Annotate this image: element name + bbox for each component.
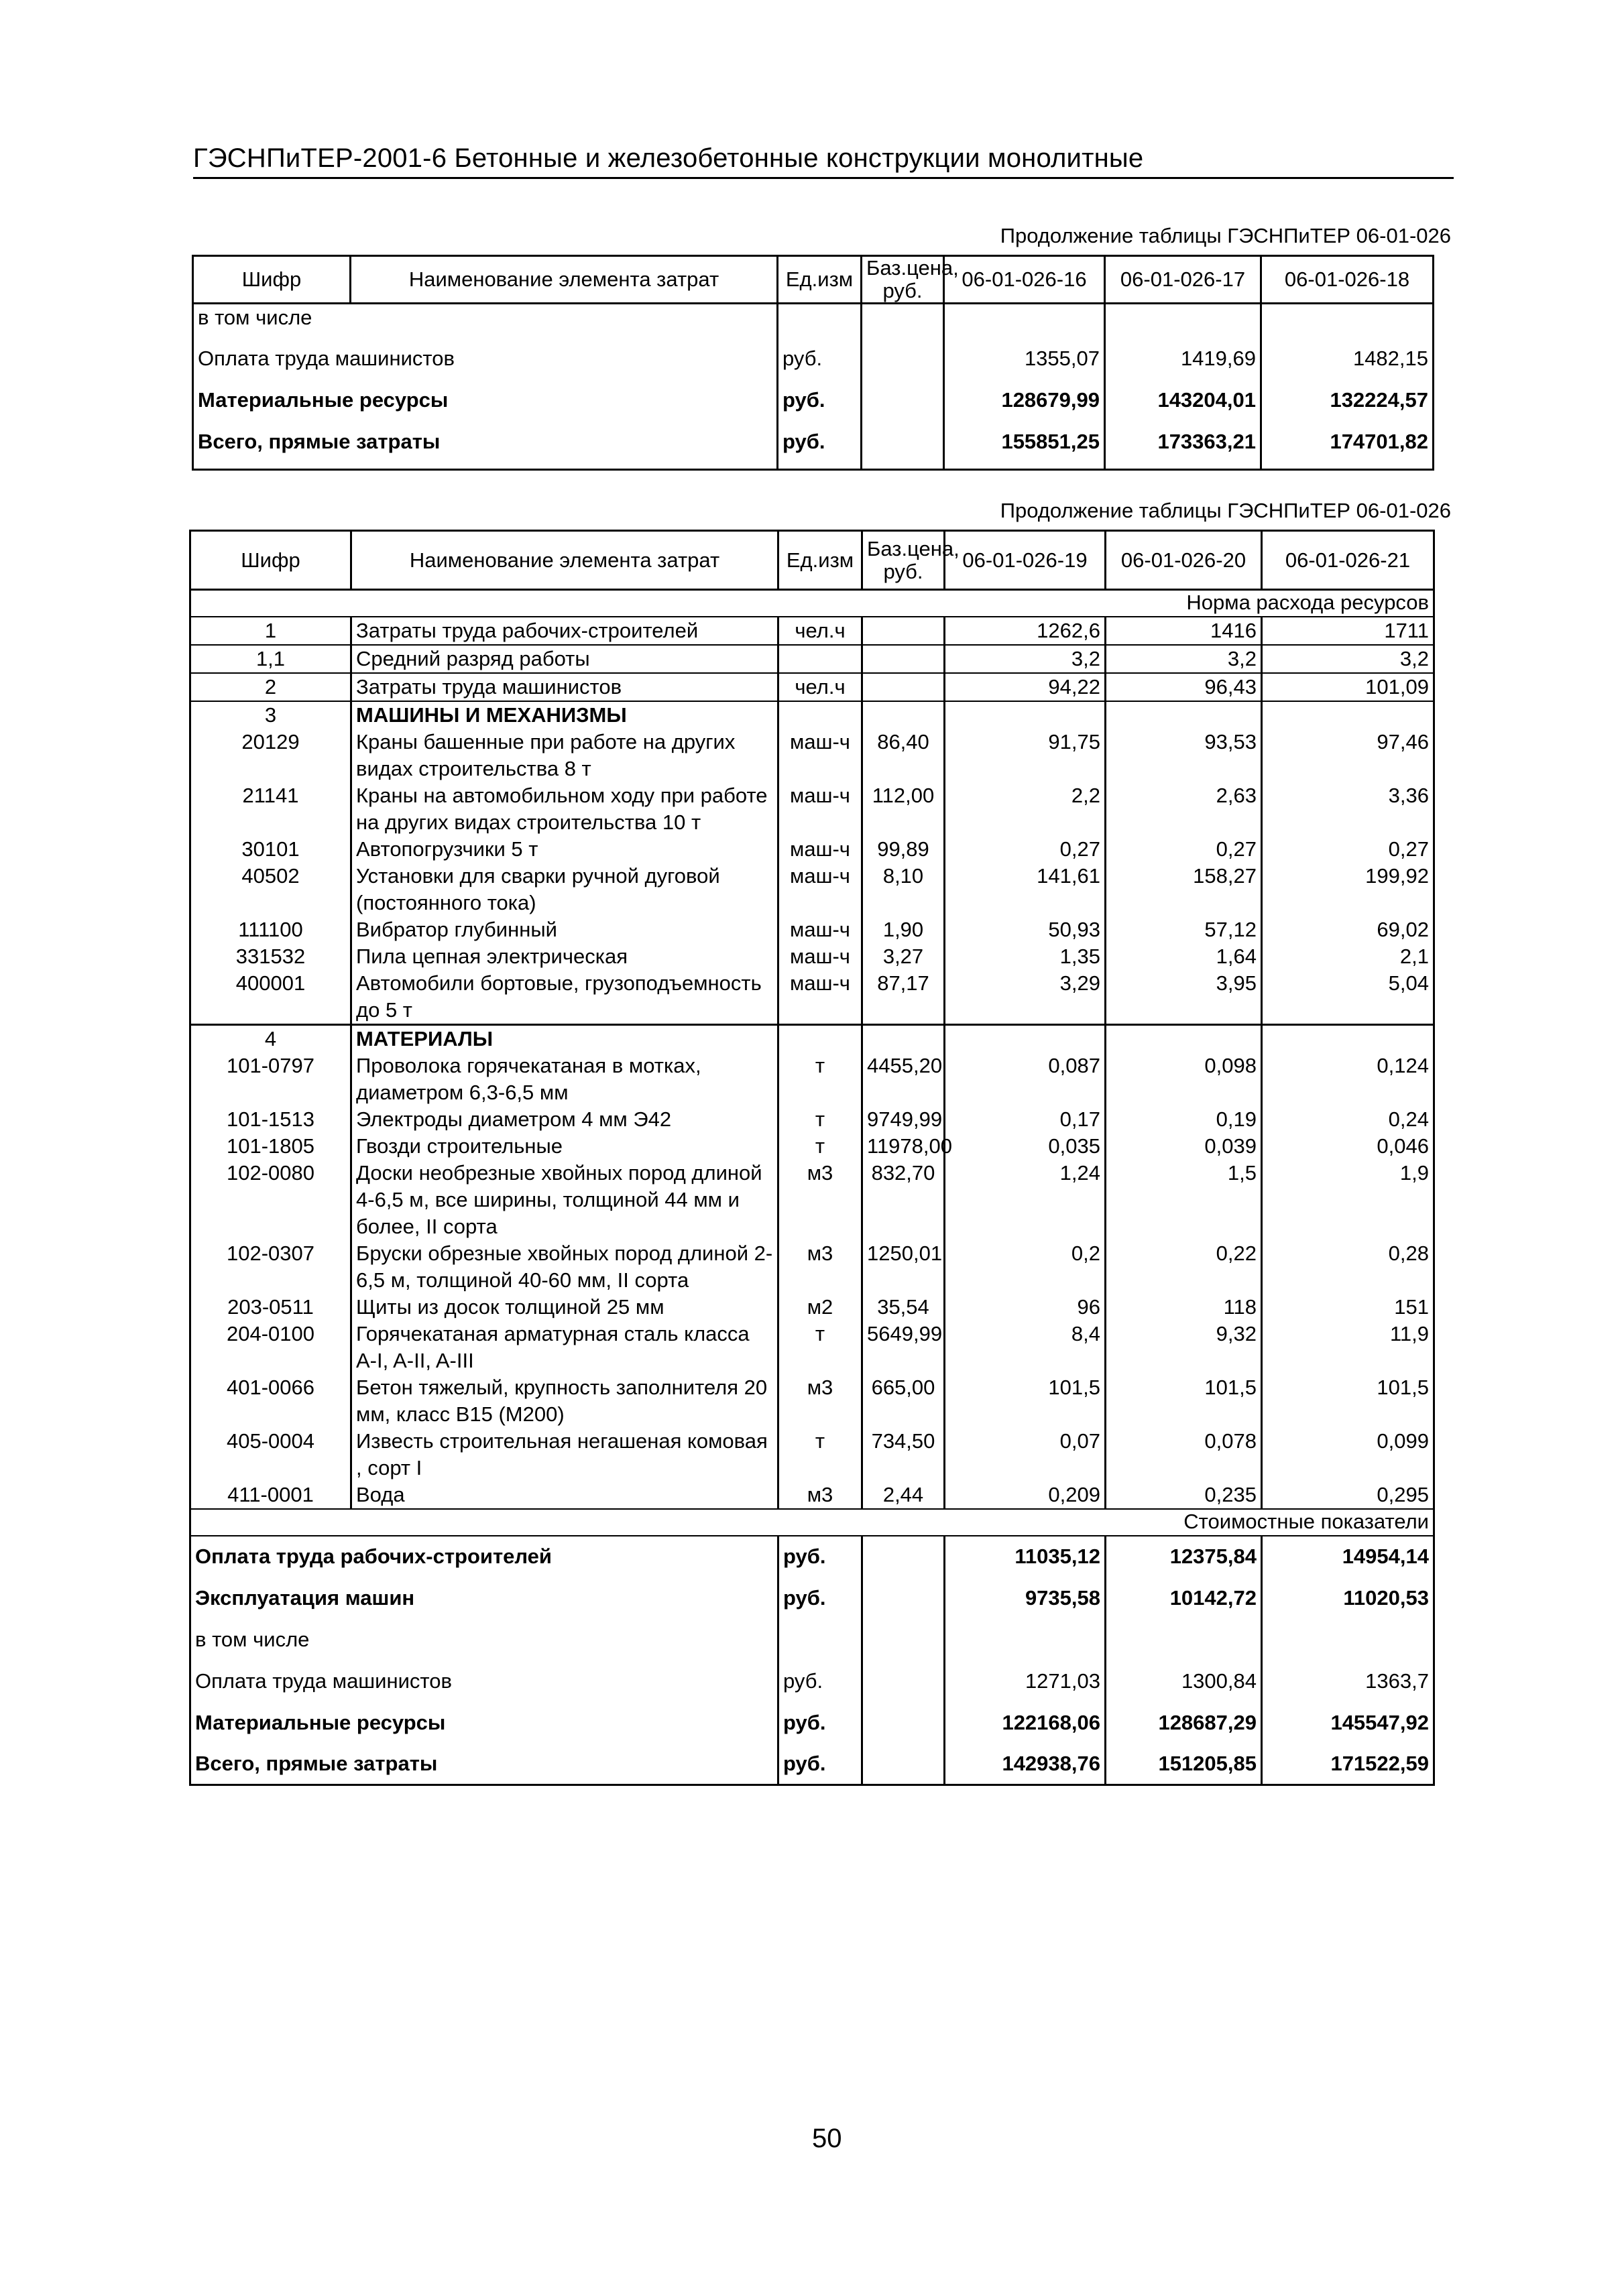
cost-row [190,1660,1434,1702]
row-unit: маш-ч [778,729,862,782]
row-price: 5649,99 [862,1321,945,1374]
row-unit: м3 [778,1240,862,1294]
row-v2: 96,43 [1106,673,1262,701]
row-name: Вибратор глубинный [351,916,778,943]
cost-price [862,1744,945,1785]
row-code: 331532 [190,943,351,970]
row-unit [778,1024,862,1052]
row-name: Бруски обрезные хвойных пород длиной 2-6,5 м, толщиной 40-60 мм, II сорта [351,1240,778,1294]
cost-v2: 10142,72 [1106,1577,1262,1619]
row-unit [778,645,862,673]
cost-v1: 11035,12 [945,1536,1106,1577]
row-v1: 8,4 [945,1321,1106,1374]
row-name: МАШИНЫ И МЕХАНИЗМЫ [351,701,778,729]
row-v3: 101,5 [1262,1374,1434,1428]
table-row [190,617,1434,645]
row-code: 3 [190,701,351,729]
cost-row [190,1577,1434,1619]
row-unit: т [778,1106,862,1133]
row-price [862,387,944,428]
cost-price [862,1660,945,1702]
cost-name: Эксплуатация машин [190,1577,778,1619]
row-v1: 0,2 [945,1240,1106,1294]
row-unit: маш-ч [778,836,862,863]
table-row [190,1106,1434,1133]
row-v2: 1416 [1106,617,1262,645]
table-row [190,1052,1434,1106]
cost-price [862,1536,945,1577]
row-code: 400001 [190,970,351,1025]
row-name: в том числе [193,304,778,345]
cost-unit: руб. [778,1744,862,1785]
section-cost-label: Стоимостные показатели [190,1509,1434,1536]
cost-v2: 128687,29 [1106,1702,1262,1744]
row-v2: 0,098 [1106,1052,1262,1106]
row-price [862,1024,945,1052]
row-unit: руб. [778,428,862,470]
row-v2: 0,19 [1106,1106,1262,1133]
row-unit: маш-ч [778,970,862,1025]
cost-v3 [1262,1619,1434,1660]
row-price: 112,00 [862,782,945,836]
row-v1: 2,2 [945,782,1106,836]
cost-unit: руб. [778,1660,862,1702]
row-code: 21141 [190,782,351,836]
row-code: 204-0100 [190,1321,351,1374]
row-v1: 0,035 [945,1133,1106,1160]
table-row [190,863,1434,916]
cost-v2 [1106,1619,1262,1660]
row-unit: маш-ч [778,782,862,836]
col-unit-header: Ед.изм [778,256,862,304]
table1-caption: Продолжение таблицы ГЭСНПиТЕР 06-01-026 [1000,224,1451,247]
row-code: 101-1805 [190,1133,351,1160]
row-price: 2,44 [862,1482,945,1509]
row-name: Автопогрузчики 5 т [351,836,778,863]
cost-v2: 1300,84 [1106,1660,1262,1702]
row-v2: 9,32 [1106,1321,1262,1374]
row-price: 832,70 [862,1160,945,1240]
row-v2: 158,27 [1106,863,1262,916]
table-1 [192,255,1434,471]
cost-row [190,1619,1434,1660]
row-unit: т [778,1321,862,1374]
row-code: 1 [190,617,351,645]
row-code: 102-0080 [190,1160,351,1240]
cost-unit: руб. [778,1577,862,1619]
row-code: 2 [190,673,351,701]
row-unit: т [778,1428,862,1482]
section-norm-row [190,590,1434,617]
row-code: 20129 [190,729,351,782]
row-name: Пила цепная электрическая [351,943,778,970]
row-name: Щиты из досок толщиной 25 мм [351,1294,778,1321]
row-v1: 141,61 [945,863,1106,916]
row-name: Электроды диаметром 4 мм Э42 [351,1106,778,1133]
row-price: 8,10 [862,863,945,916]
row-v1 [945,1024,1106,1052]
row-name: Оплата труда машинистов [193,345,778,387]
row-v1: 91,75 [945,729,1106,782]
col-price-header: Баз.цена, руб. [862,531,945,590]
cost-v3: 171522,59 [1262,1744,1434,1785]
row-v2: 1,64 [1106,943,1262,970]
table-2 [189,530,1435,1786]
row-v3: 97,46 [1262,729,1434,782]
col-v1-header: 06-01-026-19 [945,531,1106,590]
table-row [190,970,1434,1025]
col-v2-header: 06-01-026-20 [1106,531,1262,590]
row-v3: 0,24 [1262,1106,1434,1133]
cost-v3: 1363,7 [1262,1660,1434,1702]
table-row [190,1482,1434,1509]
row-v3: 0,124 [1262,1052,1434,1106]
row-price: 1250,01 [862,1240,945,1294]
row-price [862,345,944,387]
row-v3: 3,36 [1262,782,1434,836]
row-v1: 0,07 [945,1428,1106,1482]
cost-v2: 151205,85 [1106,1744,1262,1785]
row-name: Средний разряд работы [351,645,778,673]
row-name: Краны башенные при работе на других видах строительства 8 т [351,729,778,782]
row-v2: 101,5 [1106,1374,1262,1428]
section-row [190,1024,1434,1052]
row-v3: 0,295 [1262,1482,1434,1509]
row-v2: 1419,69 [1105,345,1261,387]
row-v3: 5,04 [1262,970,1434,1025]
row-v2: 2,63 [1106,782,1262,836]
row-v2: 118 [1106,1294,1262,1321]
row-v2 [1106,701,1262,729]
row-v2: 143204,01 [1105,387,1261,428]
section-row [190,701,1434,729]
row-code: 111100 [190,916,351,943]
table2-header-row [190,531,1434,590]
row-unit: чел.ч [778,673,862,701]
row-name: Гвозди строительные [351,1133,778,1160]
row-v1: 101,5 [945,1374,1106,1428]
row-v1: 1,35 [945,943,1106,970]
cost-v1: 9735,58 [945,1577,1106,1619]
cost-name: Всего, прямые затраты [190,1744,778,1785]
row-price: 87,17 [862,970,945,1025]
row-code: 1,1 [190,645,351,673]
col-unit-header: Ед.изм [778,531,862,590]
table-row [190,836,1434,863]
table-row [190,673,1434,701]
row-price: 9749,99 [862,1106,945,1133]
row-v3: 101,09 [1262,673,1434,701]
row-v2: 0,078 [1106,1428,1262,1482]
row-price [862,428,944,470]
row-name: Автомобили бортовые, грузоподъемность до 5 т [351,970,778,1025]
col-v3-header: 06-01-026-18 [1261,256,1434,304]
row-v3: 0,28 [1262,1240,1434,1294]
cost-name: Оплата труда машинистов [190,1660,778,1702]
row-name: Всего, прямые затраты [193,428,778,470]
cost-price [862,1702,945,1744]
row-v1: 96 [945,1294,1106,1321]
row-unit: маш-ч [778,863,862,916]
page-number: 50 [812,2124,842,2153]
row-v1: 50,93 [945,916,1106,943]
col-v1-header: 06-01-026-16 [944,256,1105,304]
section-norm-label: Норма расхода ресурсов [190,590,1434,617]
cost-name: Оплата труда рабочих-строителей [190,1536,778,1577]
cost-price [862,1577,945,1619]
row-name: Горячекатаная арматурная сталь класса A-I, A-II, A-III [351,1321,778,1374]
table-row [190,1428,1434,1482]
row-unit: м3 [778,1482,862,1509]
table-row [190,729,1434,782]
row-code: 203-0511 [190,1294,351,1321]
table-row [190,782,1434,836]
row-v3: 132224,57 [1261,387,1434,428]
row-v1: 94,22 [945,673,1106,701]
col-code-header: Шифр [193,256,351,304]
row-v2: 3,95 [1106,970,1262,1025]
col-price-header: Баз.цена, руб. [862,256,944,304]
row-unit: м2 [778,1294,862,1321]
col-v2-header: 06-01-026-17 [1105,256,1261,304]
cost-row [190,1702,1434,1744]
row-code: 411-0001 [190,1482,351,1509]
row-v3: 151 [1262,1294,1434,1321]
row-v1: 0,209 [945,1482,1106,1509]
table-row [190,943,1434,970]
row-v3: 199,92 [1262,863,1434,916]
cost-v1: 142938,76 [945,1744,1106,1785]
cost-unit: руб. [778,1702,862,1744]
row-v2: 0,27 [1106,836,1262,863]
cost-v3: 145547,92 [1262,1702,1434,1744]
row-v3: 2,1 [1262,943,1434,970]
table-row [190,1240,1434,1294]
row-v3 [1262,1024,1434,1052]
row-name: Бетон тяжелый, крупность заполнителя 20 мм, класс B15 (M200) [351,1374,778,1428]
row-price [862,673,945,701]
row-code: 30101 [190,836,351,863]
row-name: МАТЕРИАЛЫ [351,1024,778,1052]
row-unit [778,701,862,729]
row-price: 3,27 [862,943,945,970]
table-row [193,428,1434,470]
row-v1: 128679,99 [944,387,1105,428]
row-unit: м3 [778,1374,862,1428]
row-name: Известь строительная негашеная комовая , сорт I [351,1428,778,1482]
row-code: 101-1513 [190,1106,351,1133]
table2-body [190,617,1434,1509]
row-v3: 0,099 [1262,1428,1434,1482]
row-name: Затраты труда машинистов [351,673,778,701]
cost-name: в том числе [190,1619,778,1660]
row-v3: 0,046 [1262,1133,1434,1160]
table-row [193,387,1434,428]
section-cost-row [190,1509,1434,1536]
table-row [193,304,1434,345]
row-price: 99,89 [862,836,945,863]
table-row [190,645,1434,673]
table-row [190,916,1434,943]
row-v3: 0,27 [1262,836,1434,863]
table-row [190,1133,1434,1160]
col-v3-header: 06-01-026-21 [1262,531,1434,590]
row-unit: т [778,1052,862,1106]
row-name: Проволока горячекатаная в мотках, диаметром 6,3-6,5 мм [351,1052,778,1106]
row-unit: маш-ч [778,916,862,943]
row-price [862,701,945,729]
row-v1: 155851,25 [944,428,1105,470]
row-name: Материальные ресурсы [193,387,778,428]
row-v1: 1355,07 [944,345,1105,387]
row-v1: 0,087 [945,1052,1106,1106]
row-v3: 11,9 [1262,1321,1434,1374]
table-row [193,345,1434,387]
cost-v1 [945,1619,1106,1660]
col-name-header: Наименование элемента затрат [351,531,778,590]
row-unit: маш-ч [778,943,862,970]
cost-price [862,1619,945,1660]
row-code: 4 [190,1024,351,1052]
row-price: 1,90 [862,916,945,943]
row-name: Вода [351,1482,778,1509]
row-name: Краны на автомобильном ходу при работе на других видах строительства 10 т [351,782,778,836]
row-name: Затраты труда рабочих-строителей [351,617,778,645]
row-price: 4455,20 [862,1052,945,1106]
cost-row [190,1744,1434,1785]
row-v1: 3,2 [945,645,1106,673]
row-v2: 1,5 [1106,1160,1262,1240]
row-v1: 0,17 [945,1106,1106,1133]
row-unit: м3 [778,1160,862,1240]
row-v2: 3,2 [1106,645,1262,673]
running-header: ГЭСНПиТЕР-2001-6 Бетонные и железобетонные конструкции монолитные [193,142,1454,179]
row-v3: 3,2 [1262,645,1434,673]
row-v1: 0,27 [945,836,1106,863]
row-price [862,645,945,673]
row-price: 86,40 [862,729,945,782]
cost-v3: 14954,14 [1262,1536,1434,1577]
cost-v2: 12375,84 [1106,1536,1262,1577]
cost-unit [778,1619,862,1660]
row-v2: 57,12 [1106,916,1262,943]
row-name: Установки для сварки ручной дуговой (постоянного тока) [351,863,778,916]
row-price: 665,00 [862,1374,945,1428]
row-unit: чел.ч [778,617,862,645]
row-v2: 0,235 [1106,1482,1262,1509]
row-v3 [1262,701,1434,729]
table-row [190,1160,1434,1240]
row-name: Доски необрезные хвойных пород длиной 4-6,5 м, все ширины, толщиной 44 мм и более, II сорта [351,1160,778,1240]
table-row [190,1374,1434,1428]
row-v2: 173363,21 [1105,428,1261,470]
table1-header-row [193,256,1434,304]
row-unit: руб. [778,345,862,387]
row-v3: 1482,15 [1261,345,1434,387]
cost-v1: 122168,06 [945,1702,1106,1744]
row-v1 [945,701,1106,729]
row-v2: 0,039 [1106,1133,1262,1160]
row-v1: 3,29 [945,970,1106,1025]
row-v3: 1711 [1262,617,1434,645]
row-v1: 1,24 [945,1160,1106,1240]
row-price: 11978,00 [862,1133,945,1160]
cost-name: Материальные ресурсы [190,1702,778,1744]
row-code: 102-0307 [190,1240,351,1294]
col-name-header: Наименование элемента затрат [351,256,778,304]
row-code: 405-0004 [190,1428,351,1482]
row-v3: 174701,82 [1261,428,1434,470]
row-unit: т [778,1133,862,1160]
table-row [190,1321,1434,1374]
table2-cost-body [190,1536,1434,1785]
row-unit: руб. [778,387,862,428]
row-price: 734,50 [862,1428,945,1482]
row-v1: 1262,6 [945,617,1106,645]
row-code: 101-0797 [190,1052,351,1106]
col-code-header: Шифр [190,531,351,590]
row-v2: 0,22 [1106,1240,1262,1294]
row-v2 [1106,1024,1262,1052]
row-price: 35,54 [862,1294,945,1321]
cost-row [190,1536,1434,1577]
row-v2: 93,53 [1106,729,1262,782]
row-price [862,617,945,645]
table2-caption: Продолжение таблицы ГЭСНПиТЕР 06-01-026 [1000,499,1451,522]
table-row [190,1294,1434,1321]
row-code: 40502 [190,863,351,916]
row-v3: 69,02 [1262,916,1434,943]
row-code: 401-0066 [190,1374,351,1428]
cost-unit: руб. [778,1536,862,1577]
row-v3: 1,9 [1262,1160,1434,1240]
cost-v3: 11020,53 [1262,1577,1434,1619]
cost-v1: 1271,03 [945,1660,1106,1702]
